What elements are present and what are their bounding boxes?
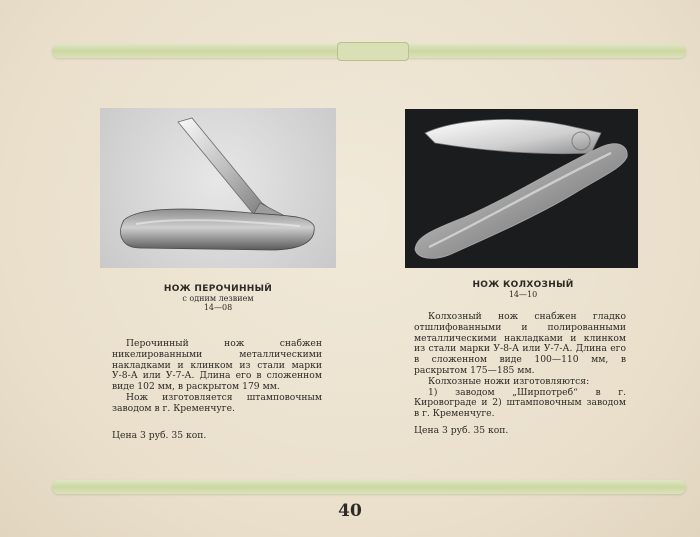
right-caption — [455, 280, 591, 299]
left-subtitle: с одним лезвием — [182, 294, 254, 303]
right-paragraph: Колхозный нож снабжен гладко отшлифованными и полированными металлическими накладками и клинком из стали марки У-8-А или У-7-А. Длина его в сложенном виде 100—110 мм, в раскрытом 175—185 мм. — [414, 311, 626, 376]
pocket-knife-image — [100, 108, 336, 268]
left-caption — [150, 284, 286, 312]
left-description — [112, 339, 322, 415]
left-title: НОЖ ПЕРОЧИННЫЙ — [163, 284, 273, 294]
kolkhoz-knife-image — [405, 109, 638, 268]
left-paragraph: Перочинный нож снабжен никелированными металлическими накладками и клинком из стали марки У-8-А или У-7-А. Длина его в сложенном виде 102 мм, в раскрытом 179 мм. — [112, 338, 322, 393]
right-title: НОЖ КОЛХОЗНЫЙ — [472, 280, 574, 290]
page-number: 40 — [338, 501, 362, 521]
kolkhoz-knife-photo — [405, 109, 638, 268]
right-price: Цена 3 руб. 35 коп. — [414, 425, 509, 436]
right-paragraph: 1) заводом „Ширпотреб“ в г. Кировограде и 2) штамповочным заводом в г. Кременчуге. — [414, 386, 626, 420]
right-description — [414, 312, 626, 420]
right-paragraph: Колхозные ножи изготовляются: — [428, 375, 590, 387]
left-paragraph: Нож изготовляется штамповочным заводом в г. Кременчуге. — [112, 391, 322, 414]
left-price: Цена 3 руб. 35 коп. — [112, 430, 207, 441]
bottom-decorative-band — [52, 480, 686, 494]
top-band-label — [337, 42, 409, 61]
pocket-knife-photo — [100, 108, 336, 268]
right-code: 14—10 — [508, 290, 538, 299]
left-code: 14—08 — [203, 303, 233, 312]
